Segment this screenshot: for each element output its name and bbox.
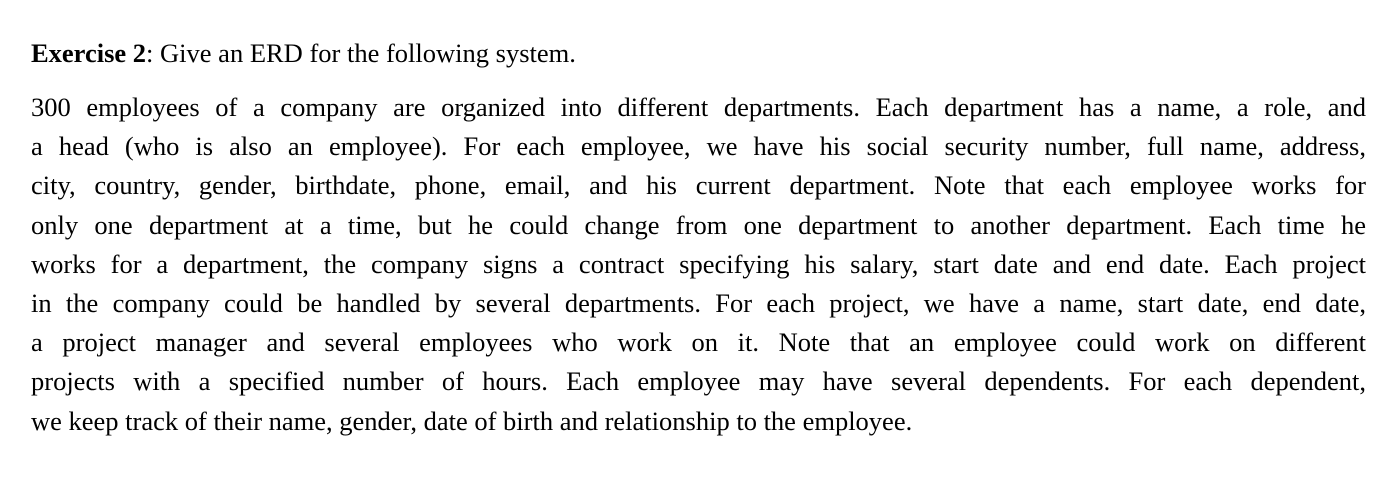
description-line: city, country, gender, birthdate, phone, email, and his current department. Note that each employee works for (31, 170, 1366, 201)
description-line: 300 employees of a company are organized into different departments. Each department has a name, a role, and (31, 92, 1366, 122)
description-line: projects with a specified number of hours. Each employee may have several dependents. For each dependent, (31, 366, 1366, 397)
description-line: a head (who is also an employee). For each employee, we have his social security number, full name, address, (31, 131, 1366, 162)
exercise-heading (31, 31, 1366, 75)
description-line: a project manager and several employees who work on it. Note that an employee could work on different (31, 327, 1366, 358)
exercise-prompt: Give an ERD for the following system. (153, 38, 576, 68)
description-line: in the company could be handled by several departments. For each project, we have a name, start date, end date, (31, 288, 1366, 319)
exercise-label: Exercise 2 (31, 38, 147, 68)
system-description (31, 88, 1366, 441)
description-line: works for a department, the company signs a contract specifying his salary, start date and end date. Each project (31, 248, 1366, 279)
description-line: we keep track of their name, gender, date of birth and relationship to the employee. (31, 405, 913, 436)
description-line: only one department at a time, but he could change from one department to another department. Each time he (31, 209, 1366, 240)
exercise-separator: : (146, 38, 154, 68)
